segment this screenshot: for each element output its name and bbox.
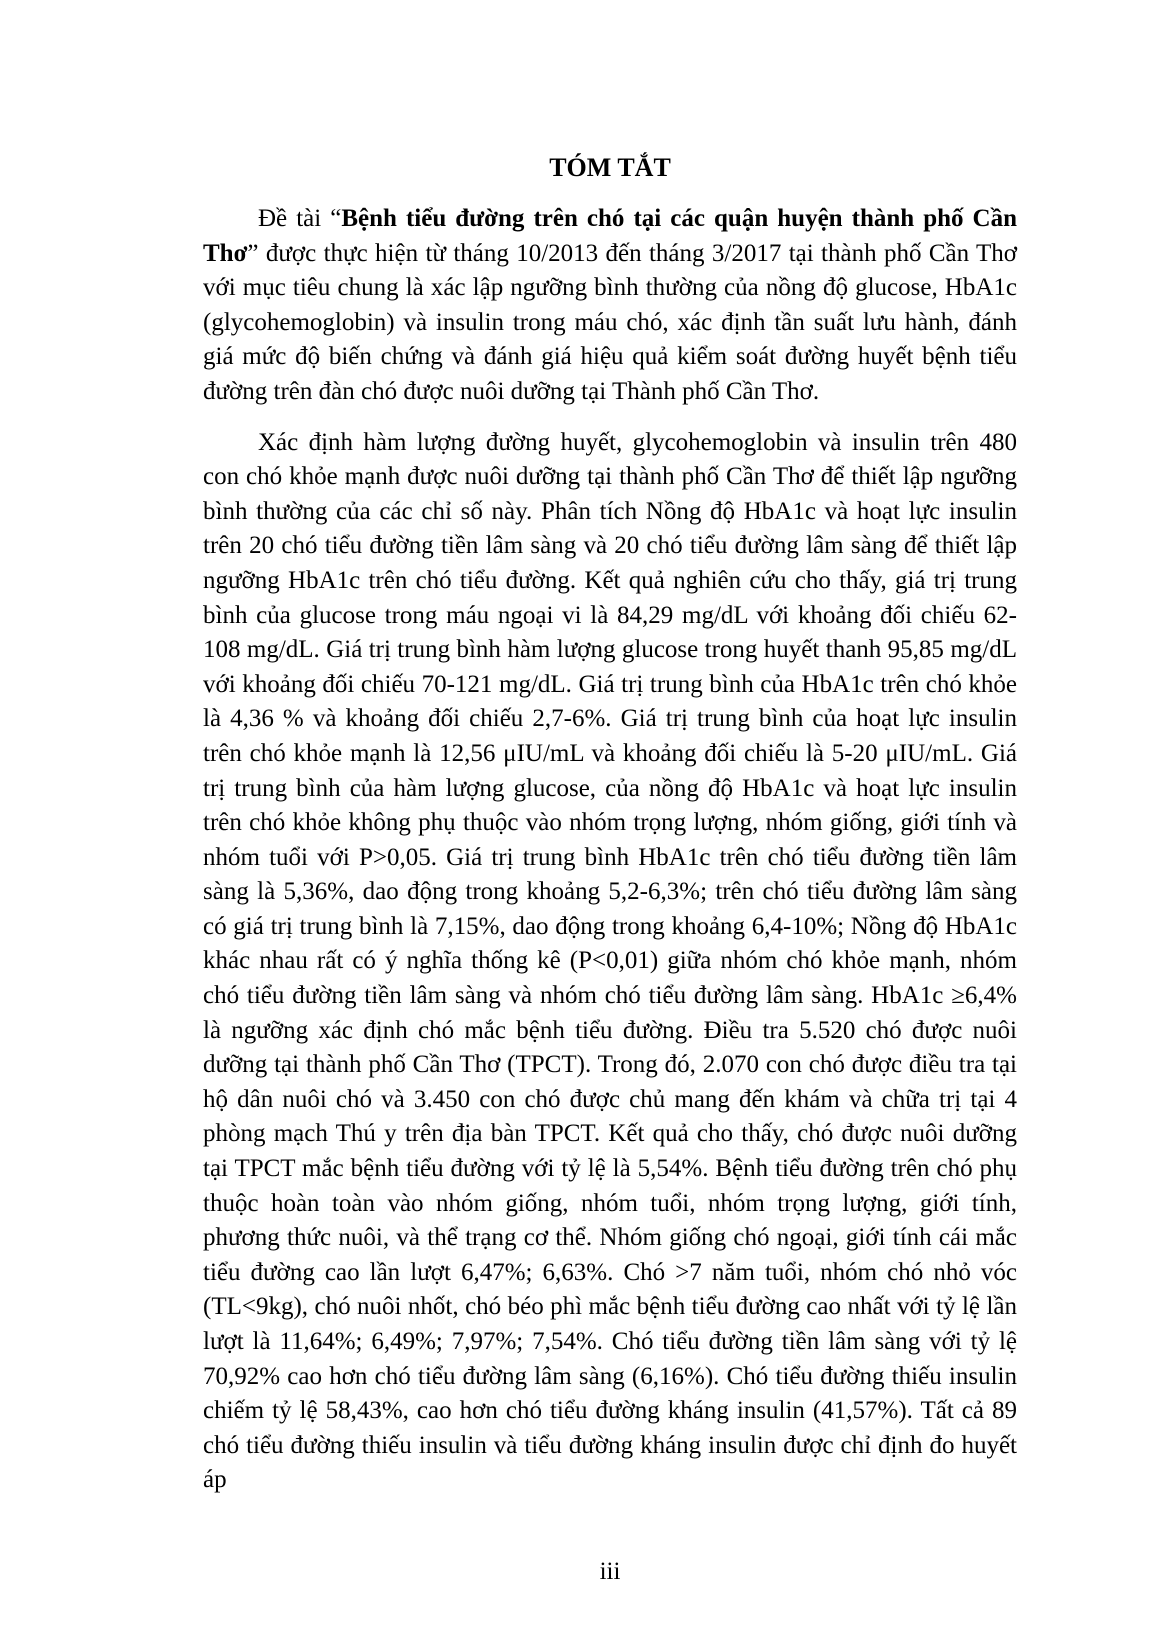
paragraph1-lead-text: Đề tài “ — [258, 205, 342, 232]
abstract-paragraph-1 — [203, 202, 1017, 410]
paragraph1-thesis-title: Bệnh tiểu đường trên chó tại các quận huyện thành phố Cần Thơ — [203, 205, 1017, 267]
abstract-paragraph-2: Xác định hàm lượng đường huyết, glycohemoglobin và insulin trên 480 con chó khỏe mạnh được nuôi dưỡng tại thành phố Cần Thơ để thiết lập ngưỡng bình thường của các chỉ số này. Phân tích Nồng độ HbA1c và hoạt lực insulin trên 20 chó tiểu đường tiền lâm sàng và 20 chó tiểu đường lâm sàng để thiết lập ngưỡng HbA1c trên chó tiểu đường. Kết quả nghiên cứu cho thấy, giá trị trung bình của glucose trong máu ngoại vi là 84,29 mg/dL với khoảng đối chiếu 62-108 mg/dL. Giá trị trung bình hàm lượng glucose trong huyết thanh 95,85 mg/dL với khoảng đối chiếu 70-121 mg/dL. Giá trị trung bình của HbA1c trên chó khỏe là 4,36 % và khoảng đối chiếu 2,7-6%. Giá trị trung bình của hoạt lực insulin trên chó khỏe mạnh là 12,56 μIU/mL và khoảng đối chiếu là 5-20 μIU/mL. Giá trị trung bình của hàm lượng glucose, của nồng độ HbA1c và hoạt lực insulin trên chó khỏe không phụ thuộc vào nhóm trọng lượng, nhóm giống, giới tính và nhóm tuổi với P>0,05. Giá trị trung bình HbA1c trên chó tiểu đường tiền lâm sàng là 5,36%, dao động trong khoảng 5,2-6,3%; trên chó tiểu đường lâm sàng có giá trị trung bình là 7,15%, dao động trong khoảng 6,4-10%; Nồng độ HbA1c khác nhau rất có ý nghĩa thống kê (P<0,01) giữa nhóm chó khỏe mạnh, nhóm chó tiểu đường tiền lâm sàng và nhóm chó tiểu đường lâm sàng. HbA1c ≥6,4% là ngưỡng xác định chó mắc bệnh tiểu đường. Điều tra 5.520 chó được nuôi dưỡng tại thành phố Cần Thơ (TPCT). Trong đó, 2.070 con chó được điều tra tại hộ dân nuôi chó và 3.450 con chó được chủ mang đến khám và chữa trị tại 4 phòng mạch Thú y trên địa bàn TPCT. Kết quả cho thấy, chó được nuôi dưỡng tại TPCT mắc bệnh tiểu đường với tỷ lệ là 5,54%. Bệnh tiểu đường trên chó phụ thuộc hoàn toàn vào nhóm giống, nhóm tuổi, nhóm trọng lượng, giới tính, phương thức nuôi, và thể trạng cơ thể. Nhóm giống chó ngoại, giới tính cái mắc tiểu đường cao lần lượt 6,47%; 6,63%. Chó >7 năm tuổi, nhóm chó nhỏ vóc (TL<9kg), chó nuôi nhốt, chó béo phì mắc bệnh tiểu đường cao nhất với tỷ lệ lần lượt là 11,64%; 6,49%; 7,97%; 7,54%. Chó tiểu đường tiền lâm sàng với tỷ lệ 70,92% cao hơn chó tiểu đường lâm sàng (6,16%). Chó tiểu đường thiếu insulin chiếm tỷ lệ 58,43%, cao hơn chó tiểu đường kháng insulin (41,57%). Tất cả 89 chó tiểu đường thiếu insulin và tiểu đường kháng insulin được chỉ định đo huyết áp — [203, 428, 1017, 1494]
page-number: iii — [599, 1558, 621, 1585]
abstract-section — [203, 150, 1017, 1498]
paragraph1-body-text: ” được thực hiện từ tháng 10/2013 đến tháng 3/2017 tại thành phố Cần Thơ với mục tiêu chung là xác lập ngưỡng bình thường của nồng độ glucose, HbA1c (glycohemoglobin) và insulin trong máu chó, xác định tần suất lưu hành, đánh giá mức độ biến chứng và đánh giá hiệu quả kiểm soát đường huyết bệnh tiểu đường trên đàn chó được nuôi dưỡng tại Thành phố Cần Thơ. — [203, 239, 1017, 405]
abstract-title: TÓM TẮT — [549, 153, 671, 182]
